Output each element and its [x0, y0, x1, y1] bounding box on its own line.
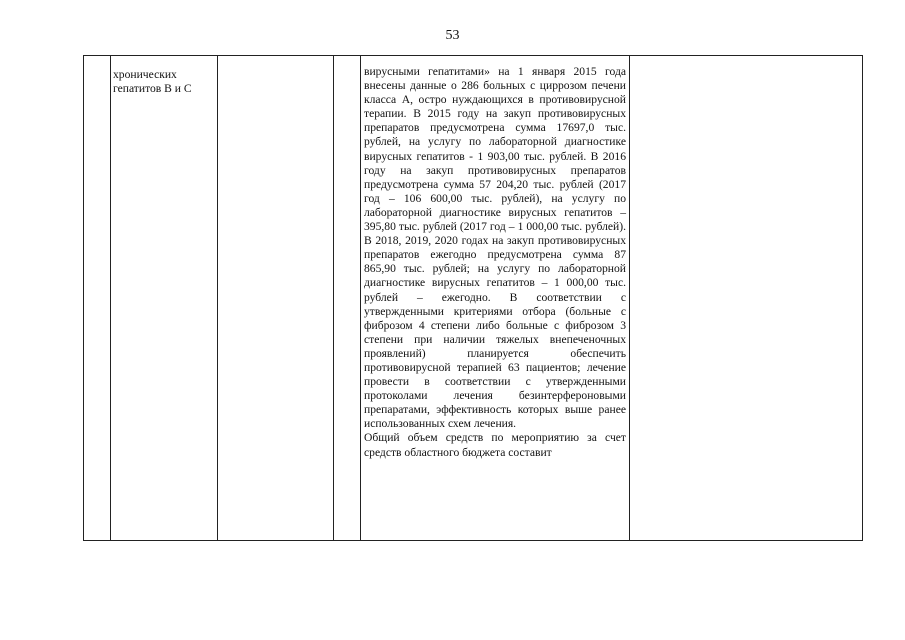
table-cell-description: [364, 65, 626, 460]
document-table: [83, 55, 863, 541]
page-number: 53: [445, 28, 460, 43]
column-divider-3: [333, 56, 334, 540]
description-paragraph: вирусными гепатитами» на 1 января 2015 года внесены данные о 286 больных с циррозом печени класса А, остро нуждающихся в противовирусной терапии. В 2015 году на закуп противовирусных препаратов предусмотрена сумма 17697,0 тыс. рублей, на услугу по лабораторной диагностике вирусных гепатитов - 1 903,00 тыс. рублей. В 2016 году на закуп противовирусных препаратов предусмотрена сумма 57 204,20 тыс. рублей (2017 год – 106 600,00 тыс. рублей), на услугу по лабораторной диагностике вирусных гепатитов – 395,80 тыс. рублей (2017 год – 1 000,00 тыс. рублей). В 2018, 2019, 2020 годах на закуп противовирусных препаратов ежегодно предусмотрена сумма 87 865,90 тыс. рублей; на услугу по лабораторной диагностике вирусных гепатитов – 1 000,00 тыс. рублей – ежегодно. В соответствии с утвержденными критериями отбора (больные с фиброзом 4 степени либо больные с фиброзом 3 степени при наличии тяжелых внепеченочных проявлений) планируется обеспечить противовирусной терапией 63 пациентов; лечение провести в соответствии с утвержденными протоколами лечения безинтерфероновыми препаратами, эффективность которых выше ранее использованных схем лечения.: [364, 65, 626, 431]
column-divider-1: [110, 56, 111, 540]
column-divider-4: [360, 56, 361, 540]
column-divider-2: [217, 56, 218, 540]
table-cell-event-name: хронических гепатитов В и С: [113, 68, 192, 96]
column-divider-5: [629, 56, 630, 540]
description-paragraph: Общий объем средств по мероприятию за счет средств областного бюджета составит: [364, 431, 626, 459]
